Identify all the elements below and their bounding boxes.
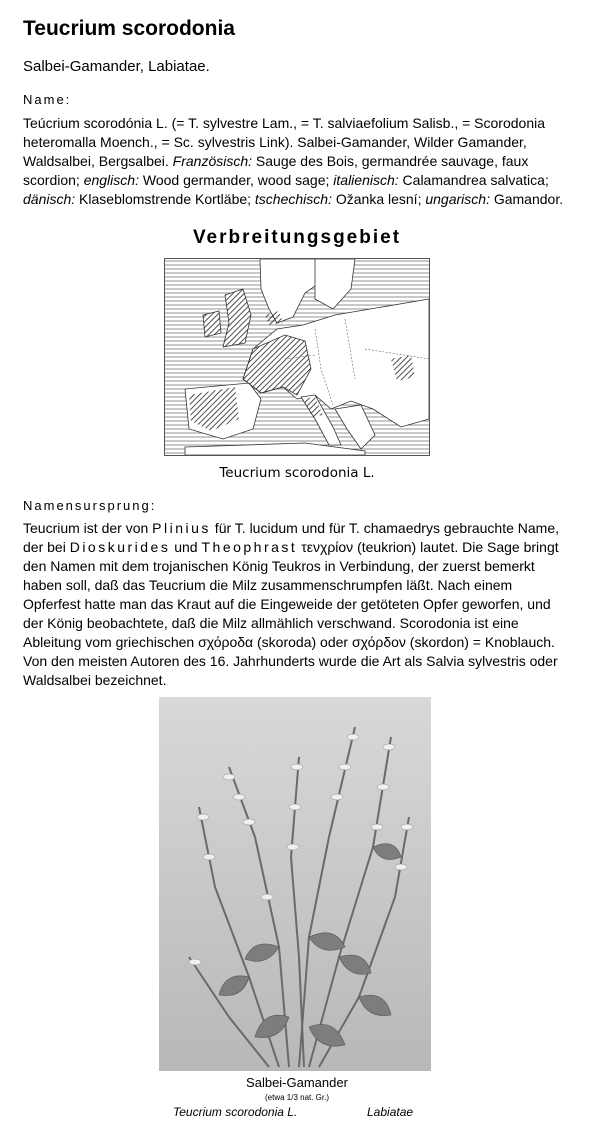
- author-name: Dioskurides: [69, 539, 171, 555]
- author-name: Plinius: [152, 520, 211, 536]
- photo-caption: Salbei-Gamander: [246, 1075, 348, 1090]
- lang-label: ungarisch:: [425, 191, 490, 207]
- origin-line: Ableitung vom griechischen σχόροδα (skoroda) oder σχόρδον (skordon) = Knoblauch.: [23, 634, 555, 650]
- photo-species: Teucrium scorodonia L.: [173, 1105, 298, 1119]
- name-section-text: [23, 114, 571, 209]
- lang-label: tschechisch:: [254, 191, 332, 207]
- europe-map-image: [165, 259, 429, 455]
- origin-line: und: [170, 539, 202, 555]
- name-line: Wood germander, wood sage;: [138, 172, 334, 188]
- origin-line: Von den meisten Autoren des 16. Jahrhunderts wurde die Art als Salvia sylvestris oder: [23, 653, 558, 669]
- name-line: Teúcrium scorodónia L. (= T. sylvestre Lam., = T. salviaefolium Salisb., = Scorodonia: [23, 115, 546, 131]
- origin-line: der König beobachtete, daß die Milz allmählich verschwand. Scorodonia ist eine: [23, 615, 519, 631]
- name-line: heteromalla Moench., = Sc. sylvestris Link). Salbei-Gamander, Wilder Gamander,: [23, 134, 527, 150]
- origin-line: für T. lucidum und für T. chamaedrys gebrauchte Name,: [210, 520, 560, 536]
- origin-section-label: Namensursprung:: [23, 498, 157, 513]
- origin-line: der bei: [23, 539, 70, 555]
- origin-line: den Namen mit dem trojanischen König Teukros in Verbindung, der zuerst bemerkt: [23, 558, 535, 574]
- name-line: Waldsalbei, Bergsalbei.: [23, 153, 173, 169]
- lang-label: englisch:: [83, 172, 139, 188]
- name-line: Gamandor.: [489, 191, 564, 207]
- distribution-map: [164, 258, 430, 456]
- plant-photo-image: [159, 697, 431, 1071]
- name-line: Sauge des Bois, germandrée sauvage, faux: [252, 153, 529, 169]
- origin-line: Opferfest hatte man das Kraut auf die Eingeweide der getöteten Opfer geworfen, und: [23, 596, 551, 612]
- distribution-heading: Verbreitungsgebiet: [192, 227, 402, 248]
- origin-line: τενχρίον (teukrion) lautet. Die Sage bringt: [297, 539, 559, 555]
- photo-scale: (etwa 1/3 nat. Gr.): [264, 1093, 330, 1102]
- page-title: Teucrium scorodonia: [23, 17, 235, 40]
- name-line: Ožanka lesní;: [331, 191, 426, 207]
- name-line: Calamandrea salvatica;: [398, 172, 549, 188]
- name-section-label: Name:: [23, 92, 72, 107]
- lang-label: italienisch:: [333, 172, 399, 188]
- origin-line: Waldsalbei bezeichnet.: [23, 672, 167, 688]
- origin-line: Teucrium ist der von: [23, 520, 153, 536]
- plant-photo: [159, 697, 431, 1071]
- author-name: Theophrast: [201, 539, 298, 555]
- name-line: Klaseblomstrende Kortläbe;: [75, 191, 255, 207]
- page-subtitle: Salbei-Gamander, Labiatae.: [23, 58, 210, 75]
- origin-line: haben soll, daß das Teucrium die Milz zusammenschrumpfen läßt. Nach einem: [23, 577, 513, 593]
- name-line: scordion;: [23, 172, 84, 188]
- origin-section-text: [23, 519, 571, 690]
- photo-family: Labiatae: [367, 1105, 414, 1119]
- lang-label: dänisch:: [23, 191, 76, 207]
- map-caption: Teucrium scorodonia L.: [219, 465, 375, 481]
- lang-label: Französisch:: [172, 153, 253, 169]
